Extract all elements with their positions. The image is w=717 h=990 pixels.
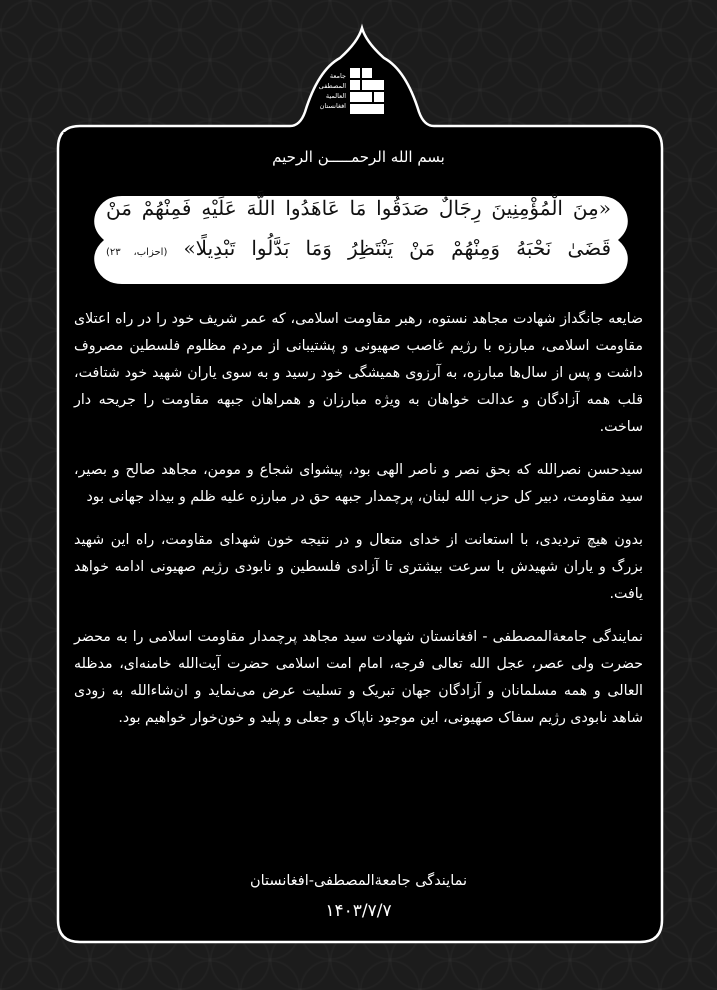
quran-verse xyxy=(106,188,611,272)
logo-text-3: العالمية xyxy=(325,92,346,100)
verse-text: «مِنَ الْمُؤْمِنِينَ رِجَالٌ صَدَقُوا مَا عَاهَدُوا اللَّهَ عَلَيْهِ فَمِنْهُمْ مَنْ قَضَىٰ نَحْبَهُ وَمِنْهُمْ مَنْ يَنْتَظِرُ وَمَا بَدَّلُوا تَبْدِيلًا» xyxy=(106,196,612,260)
logo-text-4: افغانستان xyxy=(319,102,346,110)
basmala: بسم الله الرحمـــــن الرحيم xyxy=(272,148,445,166)
paragraph-3: بدون هیچ تردیدی، با استعانت از خدای متعال و در نتیجه خون شهدای مقاومت، راه این شهید بزرگ و یاران شهیدش با سرعت بیشتری تا آزادی فلسطین و نابودی رژیم صهیونی ادامه خواهد یافت. xyxy=(74,532,643,602)
announcement-panel xyxy=(66,148,651,930)
paragraph-2: سیدحسن نصرالله که بحق نصر و ناصر الهی بود، پیشوای شجاع و مومن، مجاهد صالح و بصیر، سید مقاومت، دبیر کل حزب الله لبنان، پرچمدار جبهه حق در مبارزه علیه ظلم و بیداد جهانی بود xyxy=(74,462,643,505)
paragraph-1: ضایعه جانگداز شهادت مجاهد نستوه، رهبر مقاومت اسلامی، که عمر شریف خود را در راه اعتلای مقاومت اسلامی، مبارزه با رژیم غاصب صهیونی و پشتیبانی از مردم مظلوم فلسطین مصروف داشت و پس از سال‌ها مبارزه، به آرزوی همیشگی خود رسید و به سوی یاران شهید خود شتافت، قلب همه آزادگان و عدالت خواهان به ویژه مبارزان و همراهان جبهه مقاومت را جریحه دار ساخت. xyxy=(74,311,643,435)
signature-block xyxy=(66,866,651,926)
paragraph-4: نمایندگی جامعةالمصطفی - افغانستان شهادت سید مجاهد پرچمدار مقاومت اسلامی را به محضر حضرت ولی عصر، عجل الله تعالی فرجه، امام امت اسلامی حضرت آیت‌الله خامنه‌ای، مدظله العالی و همه مسلمانان و آزادگان جهان تبریک و تسلیت عرض می‌نماید و ان‌شاءالله به زودی شاهد نابودی رژیم سفاک صهیونی، این موجود ناپاک و جعلی و پلید و خون‌خوار خواهیم بود. xyxy=(74,629,643,726)
signature-org: نمایندگی جامعةالمصطفی-افغانستان xyxy=(249,873,468,889)
signature-date: ۱۴۰۳/۷/۷ xyxy=(325,901,392,921)
logo-text-2: المصطفى xyxy=(318,82,346,90)
logo-text-1: جامعة xyxy=(329,72,346,80)
statement-body xyxy=(74,306,643,748)
verse-reference: (احزاب، ۲۳) xyxy=(106,247,168,258)
logo-emblem xyxy=(306,64,418,124)
